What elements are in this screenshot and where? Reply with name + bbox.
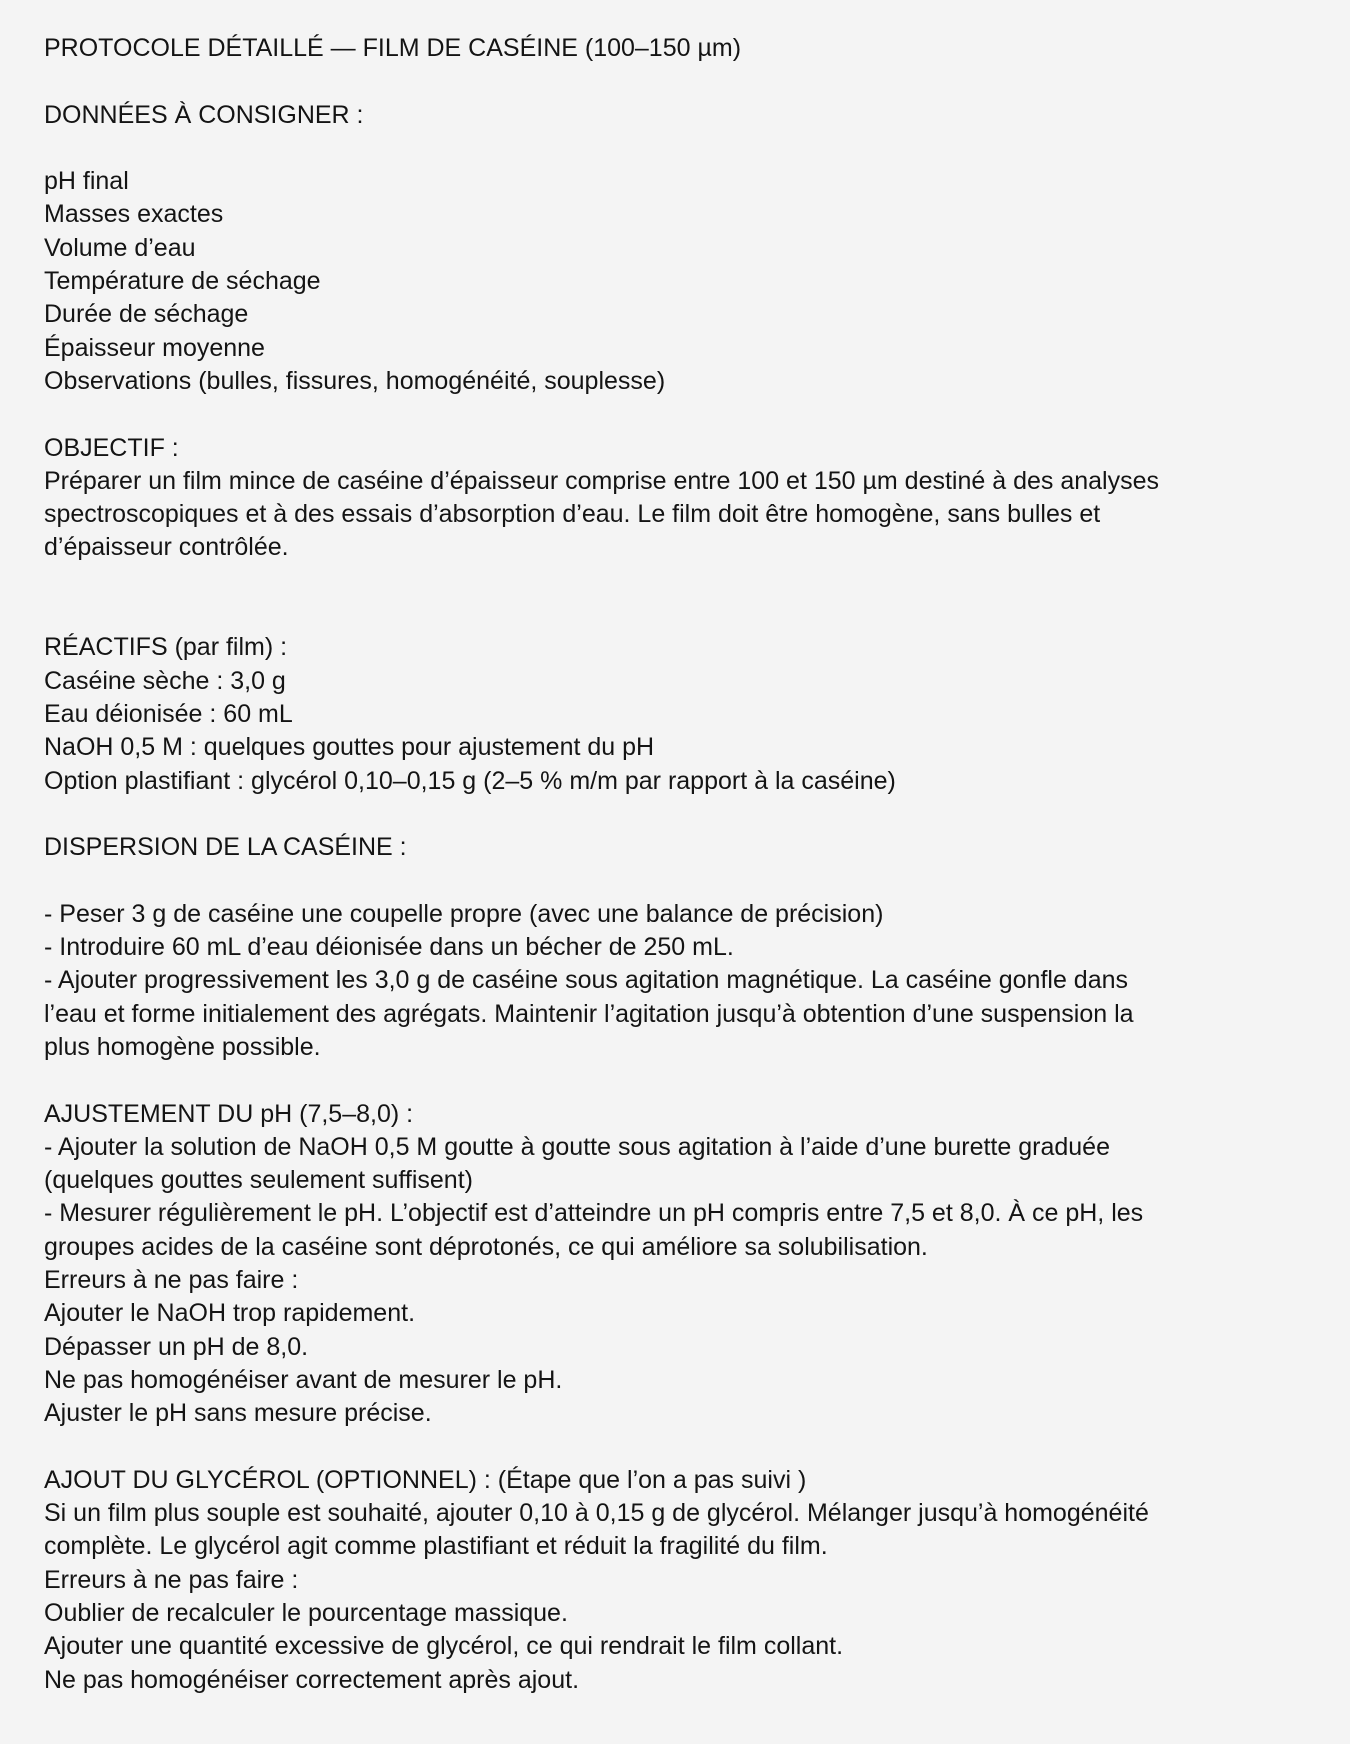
spacer (44, 565, 1310, 632)
spacer (44, 398, 1310, 431)
section-heading-glycerol: AJOUT DU GLYCÉROL (OPTIONNEL) : (Étape que l’on a pas suivi ) (44, 1465, 807, 1494)
ajustement-error-item: Dépasser un pH de 8,0. (44, 1332, 309, 1361)
ajustement-error-item: Ajouter le NaOH trop rapidement. (44, 1299, 416, 1328)
section-heading-donnees: DONNÉES À CONSIGNER : (44, 100, 364, 129)
document-title: PROTOCOLE DÉTAILLÉ — FILM DE CASÉINE (100–150 µm) (44, 34, 742, 62)
ajustement-text-line: (quelques gouttes seulement suffisent) (44, 1166, 473, 1195)
spacer (44, 1430, 1310, 1463)
ajustement-text-line: groupes acides de la caséine sont déprotonés, ce qui améliore sa solubilisation. (44, 1232, 928, 1261)
section-donnees (44, 99, 1310, 399)
donnees-item: Durée de séchage (44, 300, 249, 329)
donnees-item: pH final (44, 167, 129, 196)
dispersion-step-line: - Introduire 60 mL d’eau déionisée dans un bécher de 250 mL. (44, 933, 734, 962)
ajustement-errors-heading: Erreurs à ne pas faire : (44, 1265, 299, 1294)
dispersion-step-line: - Ajouter progressivement les 3,0 g de caséine sous agitation magnétique. La caséine gonfle dans (44, 966, 1129, 995)
reactifs-item: NaOH 0,5 M : quelques gouttes pour ajustement du pH (44, 733, 655, 762)
section-heading-reactifs: RÉACTIFS (par film) : (44, 633, 288, 662)
ajustement-error-item: Ajuster le pH sans mesure précise. (44, 1399, 432, 1428)
spacer (44, 65, 1310, 98)
donnees-item: Volume d’eau (44, 233, 196, 262)
glycerol-text-line: complète. Le glycérol agit comme plastifiant et réduit la fragilité du film. (44, 1532, 828, 1561)
objectif-text-line: Préparer un film mince de caséine d’épaisseur comprise entre 100 et 150 µm destiné à des analyses (44, 466, 1160, 495)
section-heading-dispersion: DISPERSION DE LA CASÉINE : (44, 833, 407, 862)
spacer (44, 132, 1310, 165)
section-ajustement-ph (44, 1098, 1310, 1431)
section-heading-ajustement: AJUSTEMENT DU pH (7,5–8,0) : (44, 1099, 414, 1128)
glycerol-errors-heading: Erreurs à ne pas faire : (44, 1565, 299, 1594)
donnees-item: Observations (bulles, fissures, homogénéité, souplesse) (44, 366, 666, 395)
donnees-item: Masses exactes (44, 200, 224, 229)
donnees-item: Épaisseur moyenne (44, 333, 265, 362)
section-objectif (44, 432, 1310, 565)
ajustement-text-line: - Ajouter la solution de NaOH 0,5 M goutte à goutte sous agitation à l’aide d’une burette graduée (44, 1132, 1110, 1161)
dispersion-step-line: plus homogène possible. (44, 1032, 321, 1061)
glycerol-error-item: Oublier de recalculer le pourcentage massique. (44, 1598, 568, 1627)
section-dispersion (44, 831, 1310, 1064)
spacer (44, 798, 1310, 831)
reactifs-item: Caséine sèche : 3,0 g (44, 666, 286, 695)
section-heading-objectif: OBJECTIF : (44, 433, 179, 462)
dispersion-step-line: l’eau et forme initialement des agrégats. Maintenir l’agitation jusqu’à obtention d’une suspension la (44, 999, 1134, 1028)
objectif-text-line: d’épaisseur contrôlée. (44, 533, 289, 562)
glycerol-text-line: Si un film plus souple est souhaité, ajouter 0,10 à 0,15 g de glycérol. Mélanger jusqu’à homogénéité (44, 1499, 1149, 1528)
glycerol-error-item: Ajouter une quantité excessive de glycérol, ce qui rendrait le film collant. (44, 1632, 844, 1661)
donnees-item: Température de séchage (44, 267, 321, 296)
dispersion-step-line: - Peser 3 g de caséine une coupelle propre (avec une balance de précision) (44, 899, 884, 928)
section-reactifs (44, 631, 1310, 797)
spacer (44, 1064, 1310, 1097)
spacer (44, 864, 1310, 897)
ajustement-text-line: - Mesurer régulièrement le pH. L’objectif est d’atteindre un pH compris entre 7,5 et 8,0. À ce pH, les (44, 1199, 1144, 1228)
glycerol-error-item: Ne pas homogénéiser correctement après ajout. (44, 1665, 580, 1694)
reactifs-item: Option plastifiant : glycérol 0,10–0,15 g (2–5 % m/m par rapport à la caséine) (44, 766, 896, 795)
ajustement-error-item: Ne pas homogénéiser avant de mesurer le pH. (44, 1365, 563, 1394)
section-glycerol (44, 1464, 1310, 1697)
objectif-text-line: spectroscopiques et à des essais d’absorption d’eau. Le film doit être homogène, sans bulles et (44, 500, 1101, 529)
reactifs-item: Eau déionisée : 60 mL (44, 699, 293, 728)
